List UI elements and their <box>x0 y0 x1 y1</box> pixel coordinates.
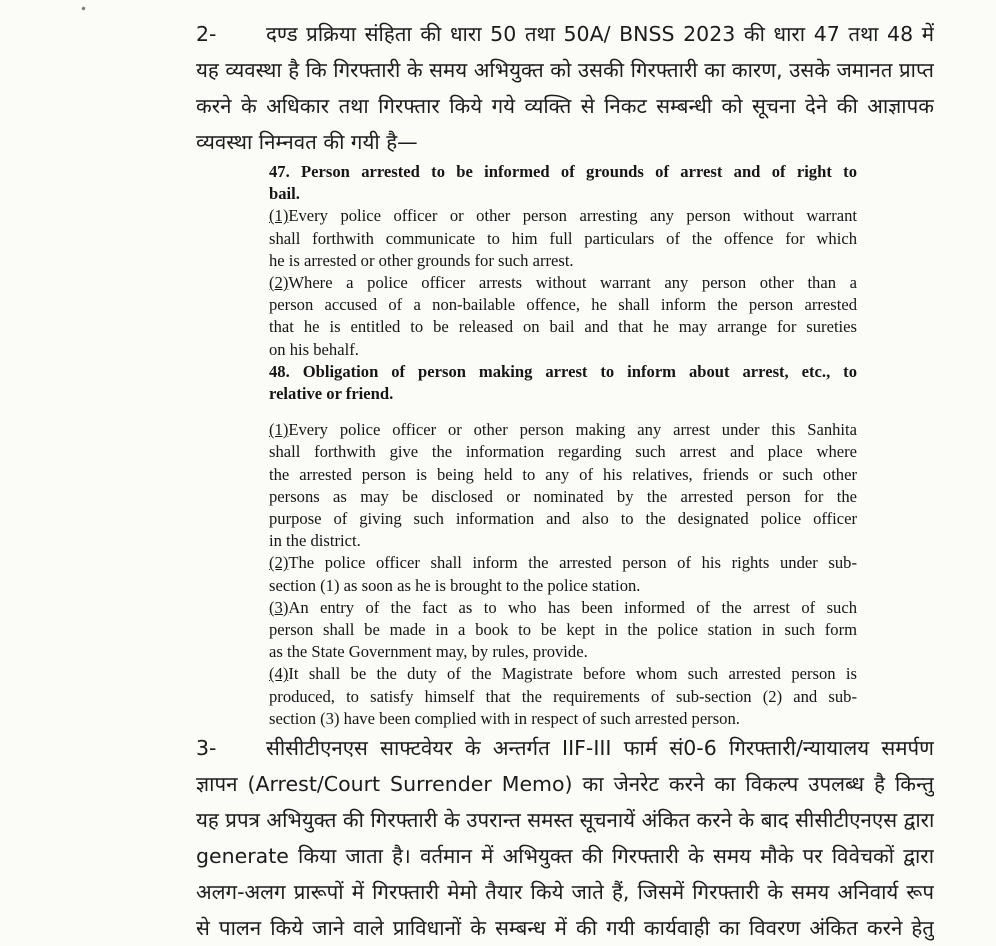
section-48-heading: 48. Obligation of person making arrest to inform about arrest, etc., to <box>269 361 857 381</box>
clause-text: It shall be the duty of the Magistrate before whom such arrested person is <box>288 664 857 684</box>
paragraph-line <box>196 730 934 766</box>
paragraph-line: ज्ञापन (Arrest/Court Surrender Memo) का जेनरेट करने का विकल्प उपलब्ध है किन्तु <box>196 772 934 796</box>
clause-line: person accused of a non-bailable offence, he shall inform the person arrested <box>269 295 857 315</box>
paragraph-line: generate किया जाता है। वर्तमान में अभियुक्त की गिरफ्तारी के समय मौके पर विवेचकों द्वारा <box>196 844 934 868</box>
section-48-heading: relative or friend. <box>269 384 394 404</box>
paragraph-line: यह प्रपत्र अभियुक्त की गिरफ्तारी के उपरान्त समस्त सूचनायें अंकित करने के बाद सीसीटीएनएस द्वारा <box>196 808 934 832</box>
clause-line: section (3) have been complied with in respect of such arrested person. <box>269 708 740 728</box>
clause-line: the arrested person is being held to any of his relatives, friends or such other <box>269 464 857 484</box>
section-2-paragraph <box>196 16 934 160</box>
clause-text: An entry of the fact as to who has been informed of the arrest of such <box>288 597 857 617</box>
clause-text: Every police officer or other person making any arrest under this Sanhita <box>288 420 857 440</box>
paragraph-line: से पालन किये जाने वाले प्राविधानों के सम्बन्ध में की गयी कार्यवाही का विवरण अंकित करने हेतु <box>196 916 934 940</box>
clause-line: as the State Government may, by rules, provide. <box>269 642 588 662</box>
clause-line <box>269 552 857 574</box>
clause-line <box>269 205 857 227</box>
paragraph-line: व्यवस्था निम्नवत की गयी है— <box>196 130 418 154</box>
clause-line: that he is entitled to be released on bail and that he may arrange for sureties <box>269 317 857 337</box>
paragraph-line: अलग-अलग प्रारूपों में गिरफ्तारी मेमो तैयार किये जाते हैं, जिसमें गिरफ्तारी के समय अनिवार्य रूप <box>196 880 934 904</box>
spacer <box>269 405 857 419</box>
scan-mark <box>82 7 86 11</box>
clause-line: section (1) as soon as he is brought to the police station. <box>269 575 641 595</box>
paragraph-line <box>196 16 934 52</box>
section-47-heading: 47. Person arrested to be informed of grounds of arrest and of right to <box>269 162 857 181</box>
section-number: 3- <box>196 736 217 760</box>
clause-line <box>269 597 857 619</box>
clause-line: on his behalf. <box>269 339 359 359</box>
section-number: 2- <box>196 22 217 46</box>
section-47-heading: bail. <box>269 184 300 204</box>
clause-text: Where a police officer arrests without warrant any person other than a <box>288 273 857 293</box>
clause-marker: (4) <box>269 664 289 684</box>
clause-line: person shall be made in a book to be kept in the police station in such form <box>269 620 857 640</box>
clause-marker: (3) <box>269 597 289 617</box>
clause-line: shall forthwith communicate to him full particulars of the offence for which <box>269 228 857 248</box>
paragraph-line: यह व्यवस्था है कि गिरफ्तारी के समय अभियुक्त को उसकी गिरफ्तारी का कारण, उसके जमानत प्राप्त <box>196 58 934 82</box>
clause-line: shall forthwith give the information regarding such arrest and place where <box>269 442 857 462</box>
clause-marker: (1) <box>269 206 289 226</box>
line-text: दण्ड प्रक्रिया संहिता की धारा 50 तथा 50A/ BNSS 2023 की धारा 47 तथा 48 में <box>266 22 934 46</box>
clause-text: The police officer shall inform the arrested person of his rights under sub- <box>288 553 857 573</box>
clause-line <box>269 419 857 441</box>
section-47-block <box>269 161 857 730</box>
clause-line: purpose of giving such information and also to the designated police officer <box>269 509 857 529</box>
clause-line: in the district. <box>269 531 361 551</box>
clause-line: produced, to satisfy himself that the requirements of sub-section (2) and sub- <box>269 686 857 706</box>
clause-marker: (2) <box>269 273 289 293</box>
clause-line <box>269 272 857 294</box>
clause-line: he is arrested or other grounds for such arrest. <box>269 250 574 270</box>
paragraph-line: करने के अधिकार तथा गिरफ्तार किये गये व्यक्ति से निकट सम्बन्धी को सूचना देने की आज्ञापक <box>196 94 934 118</box>
line-text: सीसीटीएनएस साफ्टवेयर के अन्तर्गत IIF-III फार्म सं0-6 गिरफ्तारी/न्यायालय समर्पण <box>266 736 934 760</box>
clause-marker: (1) <box>269 420 289 440</box>
clause-marker: (2) <box>269 553 289 573</box>
clause-line: persons as may be disclosed or nominated by the arrested person for the <box>269 486 857 506</box>
section-3-paragraph <box>196 730 934 946</box>
clause-line <box>269 663 857 685</box>
clause-text: Every police officer or other person arresting any person without warrant <box>288 206 857 226</box>
